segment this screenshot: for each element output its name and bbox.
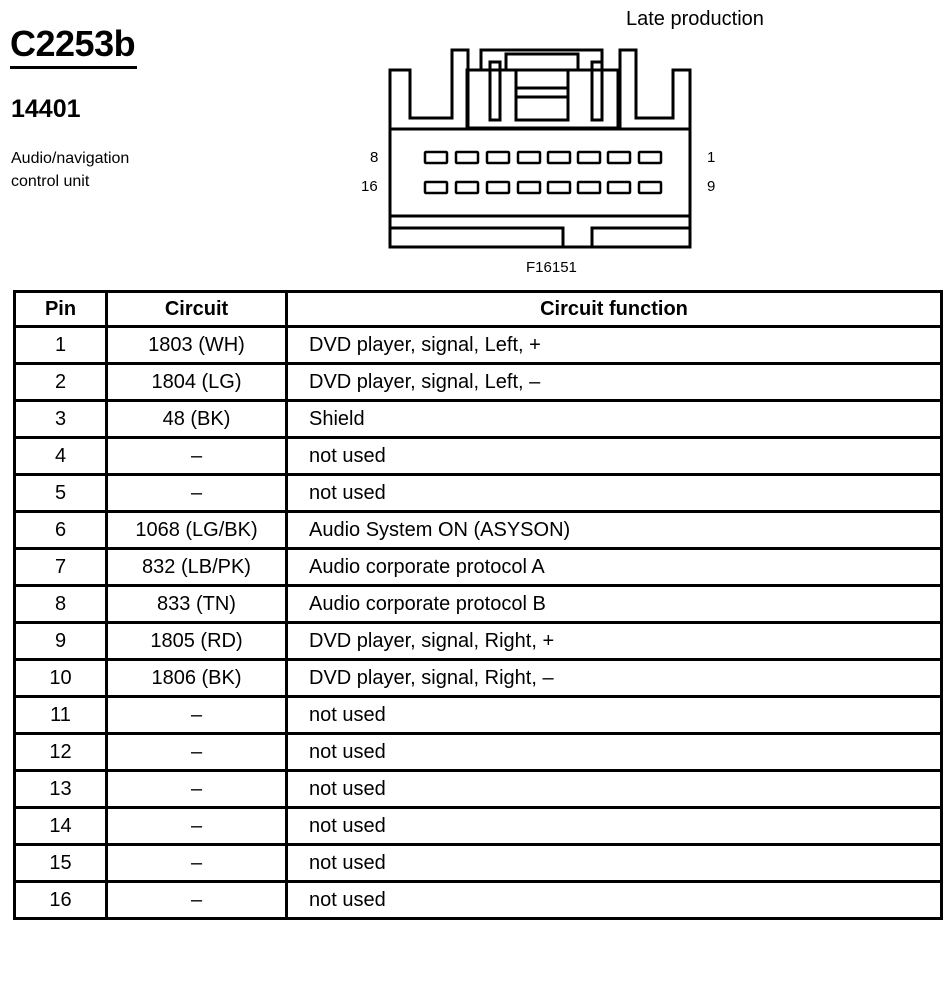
function-cell: Audio corporate protocol B xyxy=(287,586,942,623)
pin-cell: 11 xyxy=(15,697,107,734)
table-row xyxy=(15,734,942,771)
function-cell: not used xyxy=(287,734,942,771)
circuit-cell: – xyxy=(107,697,287,734)
connector-face-diagram xyxy=(355,40,735,280)
circuit-cell: – xyxy=(107,882,287,919)
pin-cell: 16 xyxy=(15,882,107,919)
function-cell: DVD player, signal, Left, – xyxy=(287,364,942,401)
circuit-cell: – xyxy=(107,845,287,882)
pin-cell: 15 xyxy=(15,845,107,882)
table-row xyxy=(15,401,942,438)
table-row xyxy=(15,438,942,475)
pin-cell: 12 xyxy=(15,734,107,771)
table-row xyxy=(15,549,942,586)
header-circuit-function: Circuit function xyxy=(287,292,942,327)
header-circuit: Circuit xyxy=(107,292,287,327)
component-description xyxy=(11,147,211,193)
pin-label-16: 16 xyxy=(361,178,378,195)
function-cell: not used xyxy=(287,771,942,808)
table-row xyxy=(15,808,942,845)
table-row xyxy=(15,327,942,364)
function-cell: not used xyxy=(287,808,942,845)
description-line-2: control unit xyxy=(11,173,90,190)
circuit-cell: 1805 (RD) xyxy=(107,623,287,660)
part-number: 14401 xyxy=(11,95,81,123)
function-cell: not used xyxy=(287,438,942,475)
function-cell: not used xyxy=(287,845,942,882)
table-header-row xyxy=(15,292,942,327)
table-row xyxy=(15,845,942,882)
function-cell: not used xyxy=(287,697,942,734)
table-row xyxy=(15,475,942,512)
circuit-cell: – xyxy=(107,734,287,771)
table-row xyxy=(15,512,942,549)
circuit-cell: – xyxy=(107,438,287,475)
pin-label-9: 9 xyxy=(707,178,716,195)
circuit-cell: 1804 (LG) xyxy=(107,364,287,401)
table-row xyxy=(15,882,942,919)
table-row xyxy=(15,697,942,734)
table-row xyxy=(15,623,942,660)
function-cell: Shield xyxy=(287,401,942,438)
function-cell: not used xyxy=(287,475,942,512)
pin-label-1: 1 xyxy=(707,149,716,166)
pin-cell: 3 xyxy=(15,401,107,438)
pin-cell: 2 xyxy=(15,364,107,401)
function-cell: Audio corporate protocol A xyxy=(287,549,942,586)
pinout-table xyxy=(13,290,943,920)
pin-cell: 4 xyxy=(15,438,107,475)
table-row xyxy=(15,364,942,401)
circuit-cell: – xyxy=(107,771,287,808)
circuit-cell: 832 (LB/PK) xyxy=(107,549,287,586)
pin-cell: 6 xyxy=(15,512,107,549)
pin-label-8: 8 xyxy=(370,149,379,166)
figure-id: F16151 xyxy=(526,259,577,276)
table-row xyxy=(15,771,942,808)
function-cell: DVD player, signal, Right, – xyxy=(287,660,942,697)
pin-cell: 5 xyxy=(15,475,107,512)
circuit-cell: 833 (TN) xyxy=(107,586,287,623)
pin-cell: 13 xyxy=(15,771,107,808)
circuit-cell: 48 (BK) xyxy=(107,401,287,438)
circuit-cell: 1803 (WH) xyxy=(107,327,287,364)
function-cell: DVD player, signal, Left, + xyxy=(287,327,942,364)
table-row xyxy=(15,660,942,697)
table-row xyxy=(15,586,942,623)
function-cell: Audio System ON (ASYSON) xyxy=(287,512,942,549)
production-note: Late production xyxy=(626,8,764,30)
header-pin: Pin xyxy=(15,292,107,327)
pin-cell: 8 xyxy=(15,586,107,623)
pin-cell: 10 xyxy=(15,660,107,697)
pin-cell: 1 xyxy=(15,327,107,364)
function-cell: DVD player, signal, Right, + xyxy=(287,623,942,660)
connector-id: C2253b xyxy=(10,22,137,69)
circuit-cell: 1806 (BK) xyxy=(107,660,287,697)
description-line-1: Audio/navigation xyxy=(11,150,130,167)
circuit-cell: – xyxy=(107,475,287,512)
pin-cell: 7 xyxy=(15,549,107,586)
pin-cell: 9 xyxy=(15,623,107,660)
function-cell: not used xyxy=(287,882,942,919)
circuit-cell: 1068 (LG/BK) xyxy=(107,512,287,549)
circuit-cell: – xyxy=(107,808,287,845)
pin-cell: 14 xyxy=(15,808,107,845)
